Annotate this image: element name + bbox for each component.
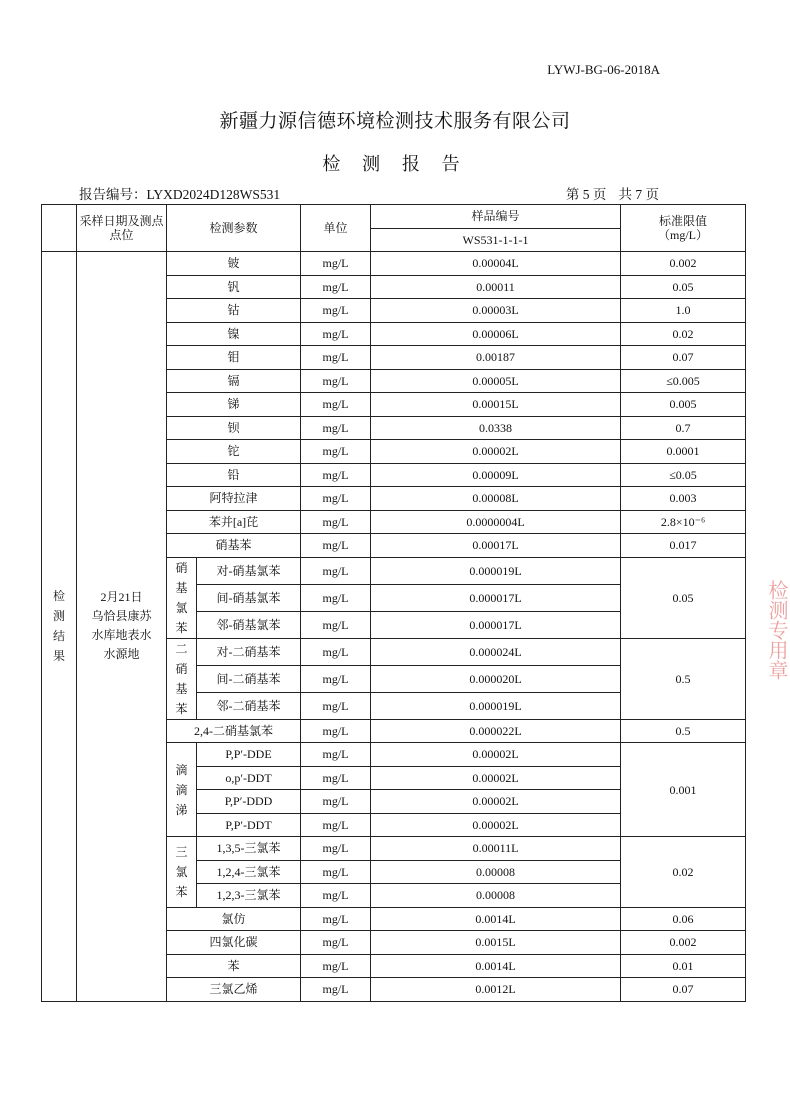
param-cell: o,p′-DDT bbox=[197, 766, 301, 790]
group-label bbox=[167, 743, 197, 837]
site-line: 标准限值 bbox=[659, 214, 708, 228]
unit-cell: mg/L bbox=[301, 611, 371, 638]
unit-cell: mg/L bbox=[301, 416, 371, 440]
group-label bbox=[167, 557, 197, 638]
page-total: 共 7 页 bbox=[618, 187, 659, 202]
value-cell: 0.00003L bbox=[371, 299, 621, 323]
value-cell: 0.0012L bbox=[371, 978, 621, 1002]
unit-cell: mg/L bbox=[301, 252, 371, 276]
value-cell: 0.000019L bbox=[371, 692, 621, 719]
unit-cell: mg/L bbox=[301, 487, 371, 511]
sampling-site bbox=[77, 252, 167, 1002]
group-limit-cell: 0.05 bbox=[621, 557, 746, 638]
value-cell: 0.0014L bbox=[371, 907, 621, 931]
value-cell: 0.000024L bbox=[371, 638, 621, 665]
unit-cell: mg/L bbox=[301, 463, 371, 487]
param-cell: 铅 bbox=[167, 463, 301, 487]
document-code: LYWJ-BG-06-2018A bbox=[547, 62, 660, 77]
unit-cell: mg/L bbox=[301, 510, 371, 534]
param-cell: P,P′-DDD bbox=[197, 790, 301, 814]
limit-cell: 2.8×10⁻⁶ bbox=[621, 510, 746, 534]
param-cell: 苯 bbox=[167, 954, 301, 978]
unit-cell: mg/L bbox=[301, 346, 371, 370]
vertical-char: 涕 bbox=[175, 802, 188, 817]
vertical-char: 苯 bbox=[175, 884, 188, 899]
param-cell: 2,4-二硝基氯苯 bbox=[167, 719, 301, 743]
param-cell: 铍 bbox=[167, 252, 301, 276]
limit-cell: 0.002 bbox=[621, 252, 746, 276]
vertical-char: 氯 bbox=[175, 600, 188, 615]
param-cell: 氯仿 bbox=[167, 907, 301, 931]
value-cell: 0.0338 bbox=[371, 416, 621, 440]
unit-cell: mg/L bbox=[301, 369, 371, 393]
site-line: 乌恰县康苏 bbox=[91, 609, 152, 624]
param-cell: 阿特拉津 bbox=[167, 487, 301, 511]
limit-cell: 0.01 bbox=[621, 954, 746, 978]
vertical-char: 检 bbox=[52, 589, 65, 604]
unit-cell: mg/L bbox=[301, 322, 371, 346]
unit-cell: mg/L bbox=[301, 665, 371, 692]
limit-cell: ≤0.05 bbox=[621, 463, 746, 487]
unit-cell: mg/L bbox=[301, 534, 371, 558]
limit-cell: 0.07 bbox=[621, 978, 746, 1002]
param-cell: 1,2,4-三氯苯 bbox=[197, 860, 301, 884]
vertical-char: 氯 bbox=[175, 864, 188, 879]
site-line: 水库地表水 bbox=[91, 628, 152, 643]
vertical-char: 滴 bbox=[175, 762, 188, 777]
value-cell: 0.00017L bbox=[371, 534, 621, 558]
param-header: 检测参数 bbox=[167, 205, 301, 252]
value-cell: 0.000020L bbox=[371, 665, 621, 692]
value-cell: 0.000019L bbox=[371, 557, 621, 584]
param-cell: 钼 bbox=[167, 346, 301, 370]
param-cell: 锑 bbox=[167, 393, 301, 417]
param-cell: 1,2,3-三氯苯 bbox=[197, 884, 301, 908]
value-cell: 0.0014L bbox=[371, 954, 621, 978]
unit-cell: mg/L bbox=[301, 790, 371, 814]
unit-cell: mg/L bbox=[301, 907, 371, 931]
param-cell: P,P′-DDE bbox=[197, 743, 301, 767]
unit-header: 单位 bbox=[301, 205, 371, 252]
sample-no-header: 样品编号 bbox=[371, 205, 621, 229]
group-limit-cell: 0.02 bbox=[621, 837, 746, 908]
value-cell: 0.00015L bbox=[371, 393, 621, 417]
value-cell: 0.0015L bbox=[371, 931, 621, 955]
vertical-char: 硝 bbox=[175, 661, 188, 676]
value-cell: 0.00011 bbox=[371, 275, 621, 299]
param-cell: 镍 bbox=[167, 322, 301, 346]
param-cell: 镉 bbox=[167, 369, 301, 393]
value-cell: 0.00008 bbox=[371, 860, 621, 884]
unit-cell: mg/L bbox=[301, 393, 371, 417]
limit-cell: 0.0001 bbox=[621, 440, 746, 464]
report-no-label: 报告编号： bbox=[79, 187, 147, 202]
value-cell: 0.00008L bbox=[371, 487, 621, 511]
group-label bbox=[167, 837, 197, 908]
unit-cell: mg/L bbox=[301, 954, 371, 978]
vertical-char: 苯 bbox=[175, 701, 188, 716]
value-cell: 0.00002L bbox=[371, 743, 621, 767]
unit-cell: mg/L bbox=[301, 884, 371, 908]
unit-cell: mg/L bbox=[301, 931, 371, 955]
unit-cell: mg/L bbox=[301, 440, 371, 464]
limit-cell: 0.002 bbox=[621, 931, 746, 955]
unit-cell: mg/L bbox=[301, 584, 371, 611]
param-cell: 钡 bbox=[167, 416, 301, 440]
value-cell: 0.000017L bbox=[371, 611, 621, 638]
group-limit-cell: 0.5 bbox=[621, 638, 746, 719]
vertical-char: 二 bbox=[175, 641, 188, 656]
param-cell: 邻-二硝基苯 bbox=[197, 692, 301, 719]
site-line: （mg/L） bbox=[658, 228, 709, 242]
side-header-blank bbox=[42, 205, 77, 252]
limit-cell: 1.0 bbox=[621, 299, 746, 323]
vertical-char: 硝 bbox=[175, 560, 188, 575]
table-row bbox=[42, 252, 746, 276]
limit-cell: 0.017 bbox=[621, 534, 746, 558]
vertical-char: 基 bbox=[175, 580, 188, 595]
limit-cell: 0.07 bbox=[621, 346, 746, 370]
group-limit-cell: 0.001 bbox=[621, 743, 746, 837]
sample-id: WS531-1-1-1 bbox=[371, 228, 621, 252]
param-cell: 钒 bbox=[167, 275, 301, 299]
value-cell: 0.00005L bbox=[371, 369, 621, 393]
param-cell: 四氯化碳 bbox=[167, 931, 301, 955]
param-cell: 苯并[a]芘 bbox=[167, 510, 301, 534]
unit-cell: mg/L bbox=[301, 692, 371, 719]
param-cell: 间-二硝基苯 bbox=[197, 665, 301, 692]
vertical-char: 三 bbox=[175, 844, 188, 859]
value-cell: 0.00002L bbox=[371, 813, 621, 837]
report-meta bbox=[79, 183, 659, 203]
company-name: 新疆力源信德环境检测技术服务有限公司 bbox=[219, 110, 571, 132]
vertical-char: 苯 bbox=[175, 620, 188, 635]
param-cell: 钴 bbox=[167, 299, 301, 323]
seal-stamp: 检测专用章 bbox=[765, 580, 789, 680]
unit-cell: mg/L bbox=[301, 860, 371, 884]
limit-cell: 0.02 bbox=[621, 322, 746, 346]
value-cell: 0.00008 bbox=[371, 884, 621, 908]
param-cell: 间-硝基氯苯 bbox=[197, 584, 301, 611]
param-cell: 铊 bbox=[167, 440, 301, 464]
value-cell: 0.00002L bbox=[371, 766, 621, 790]
limit-header bbox=[621, 205, 746, 252]
unit-cell: mg/L bbox=[301, 766, 371, 790]
value-cell: 0.0000004L bbox=[371, 510, 621, 534]
limit-cell: 0.06 bbox=[621, 907, 746, 931]
vertical-char: 测 bbox=[52, 609, 65, 624]
unit-cell: mg/L bbox=[301, 837, 371, 861]
site-line: 水源地 bbox=[103, 647, 140, 662]
group-label bbox=[167, 638, 197, 719]
table-row bbox=[42, 205, 746, 229]
param-cell: 硝基苯 bbox=[167, 534, 301, 558]
report-no: LYXD2024D128WS531 bbox=[146, 187, 281, 202]
unit-cell: mg/L bbox=[301, 557, 371, 584]
value-cell: 0.00009L bbox=[371, 463, 621, 487]
vertical-char: 基 bbox=[175, 681, 188, 696]
param-cell: 对-二硝基苯 bbox=[197, 638, 301, 665]
results-table bbox=[41, 204, 746, 1002]
param-cell: P,P′-DDT bbox=[197, 813, 301, 837]
value-cell: 0.00187 bbox=[371, 346, 621, 370]
param-cell: 对-硝基氯苯 bbox=[197, 557, 301, 584]
vertical-char: 滴 bbox=[175, 782, 188, 797]
limit-cell: 0.005 bbox=[621, 393, 746, 417]
page-current: 第 5 页 bbox=[565, 187, 607, 202]
unit-cell: mg/L bbox=[301, 719, 371, 743]
unit-cell: mg/L bbox=[301, 978, 371, 1002]
unit-cell: mg/L bbox=[301, 813, 371, 837]
limit-cell: ≤0.005 bbox=[621, 369, 746, 393]
param-cell: 1,3,5-三氯苯 bbox=[197, 837, 301, 861]
limit-cell: 0.05 bbox=[621, 275, 746, 299]
value-cell: 0.00004L bbox=[371, 252, 621, 276]
param-cell: 邻-硝基氯苯 bbox=[197, 611, 301, 638]
value-cell: 0.000017L bbox=[371, 584, 621, 611]
report-title: 检 测 报 告 bbox=[322, 154, 468, 175]
limit-cell: 0.7 bbox=[621, 416, 746, 440]
limit-cell: 0.5 bbox=[621, 719, 746, 743]
page-indicator bbox=[564, 183, 659, 203]
value-cell: 0.00011L bbox=[371, 837, 621, 861]
limit-cell: 0.003 bbox=[621, 487, 746, 511]
vertical-char: 结 bbox=[52, 629, 65, 644]
vertical-char: 果 bbox=[52, 649, 65, 664]
value-cell: 0.00006L bbox=[371, 322, 621, 346]
unit-cell: mg/L bbox=[301, 743, 371, 767]
value-cell: 0.00002L bbox=[371, 790, 621, 814]
unit-cell: mg/L bbox=[301, 299, 371, 323]
param-cell: 三氯乙烯 bbox=[167, 978, 301, 1002]
value-cell: 0.00002L bbox=[371, 440, 621, 464]
unit-cell: mg/L bbox=[301, 638, 371, 665]
date-site-header: 采样日期及测点点位 bbox=[77, 205, 167, 252]
value-cell: 0.000022L bbox=[371, 719, 621, 743]
unit-cell: mg/L bbox=[301, 275, 371, 299]
side-label bbox=[42, 252, 77, 1002]
site-line: 2月21日 bbox=[100, 590, 143, 605]
